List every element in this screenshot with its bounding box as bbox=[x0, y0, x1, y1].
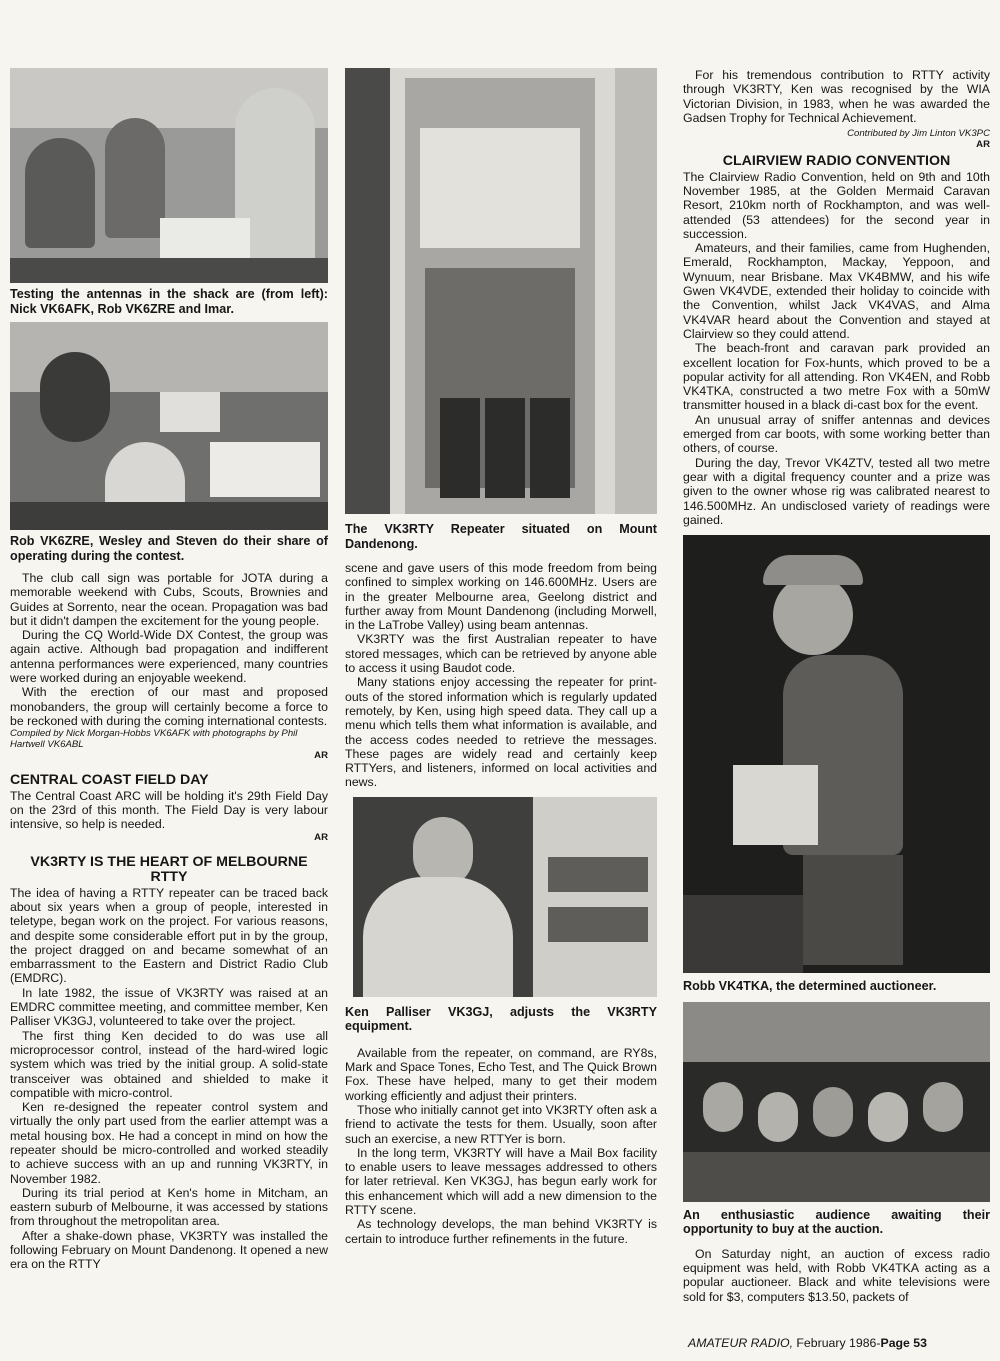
heading-vk3rty: VK3RTY IS THE HEART OF MELBOURNE RTTY bbox=[30, 853, 308, 886]
jota-credit: Compiled by Nick Morgan-Hobbs VK6AFK with photographs by Phil Hartwell VK6ABL bbox=[10, 728, 298, 751]
photo-caption-auctioneer: Robb VK4TKA, the determined auctioneer. bbox=[683, 979, 937, 994]
vk3rty-paragraph: Many stations enjoy accessing the repeater for print-outs of the stored information which is regularly updated remotely, by Ken, using high speed data. They call up a menu which tells them what information is available, and the access codes needed to retrieve the messages. These pages are widely read and certainly keep RTTYers, and listeners, informed on local activities and news. bbox=[345, 675, 657, 790]
heading-central-coast-field-day: CENTRAL COAST FIELD DAY bbox=[10, 772, 209, 789]
vk3rty-credit: Contributed by Jim Linton VK3PC bbox=[847, 128, 990, 140]
vk3rty-paragraph: In late 1982, the issue of VK3RTY was raised at an EMDRC committee meeting, and committee member, Ken Palliser VK3GJ, volunteered to take over the project. bbox=[10, 985, 328, 1029]
photo-caption-vk3rty-repeater: The VK3RTY Repeater situated on Mount Dandenong. bbox=[345, 522, 657, 551]
vk3rty-closing-paragraph: For his tremendous contribution to RTTY activity through VK3RTY, Ken was recognised by the WIA Victorian Division, in 1983, when he was awarded the Gadsen Trophy for Technical Achievement. bbox=[683, 68, 990, 125]
clairview-paragraph: An unusual array of sniffer antennas and devices emerged from car boots, with some working better than others, of course. bbox=[683, 412, 990, 456]
photo-antenna-testing bbox=[10, 68, 328, 283]
page-footer bbox=[688, 1336, 927, 1350]
footer-date: February 1986- bbox=[793, 1336, 881, 1350]
jota-paragraph: During the CQ World-Wide DX Contest, the group was again active. Although bad propagation and indifferent antenna performances were experienced, many countries were worked during an enjoyable weekend. bbox=[10, 628, 328, 686]
clairview-paragraph: Amateurs, and their families, came from Hughenden, Emerald, Rockhampton, Mackay, Yeppoon, and Wynuum, near Brisbane. Max VK4BMW, and his wife Gwen VK4VDE, extended their holiday to coincide with the Convention, whilst Jack VK4VAS, and Alma VK4VAR heard about the Convention and stayed at Clairview so they could attend. bbox=[683, 241, 990, 341]
vk3rty-paragraph: In the long term, VK3RTY will have a Mail Box facility to enable users to leave messages addressed to others for later retrieval. Ken VK3GJ, has begun early work for this enhancement which will add a new dimension to the RTTY scene. bbox=[345, 1145, 657, 1218]
vk3rty-paragraph: VK3RTY was the first Australian repeater to have stored messages, which can be retrieved by anyone able to access it using Baudot code. bbox=[345, 632, 657, 676]
column-2 bbox=[345, 68, 657, 1246]
vk3rty-paragraph: During its trial period at Ken's home in Mitcham, an eastern suburb of Melbourne, it was accessed by stations from throughout the metropolitan area. bbox=[10, 1185, 328, 1229]
clairview-paragraph: The beach-front and caravan park provided an excellent location for Fox-hunts, which proved to be a popular activity for all attending. Ron VK4EN, and Robb VK4TKA, constructed a two metre Fox with a 50mW transmitter housed in a black di-cast box for the event. bbox=[683, 341, 990, 413]
vk3rty-paragraph: Ken re-designed the repeater control system and virtually the only part used from the earlier attempt was a metal housing box. He had a concept in mind on how the repeater should be micro-controlled and worked steadily to achieve success with an up and running VK3RTY, in November 1982. bbox=[10, 1100, 328, 1186]
photo-caption-contest-operating: Rob VK6ZRE, Wesley and Steven do their share of operating during the contest. bbox=[10, 534, 328, 563]
column-3 bbox=[683, 68, 990, 1304]
vk3rty-paragraph: The first thing Ken decided to do was use all microprocessor control, instead of the hard-wired logic system which was tried by the initial group. A solid-state transceiver was obtained and shielded to make it compatible with micro-control. bbox=[10, 1028, 328, 1100]
photo-vk3rty-repeater bbox=[345, 68, 657, 514]
photo-caption-auction-audience: An enthusiastic audience awaiting their opportunity to buy at the auction. bbox=[683, 1207, 990, 1237]
clairview-paragraph: On Saturday night, an auction of excess radio equipment was held, with Robb VK4TKA acting as a popular auctioneer. Black and white televisions were sold for $3, computers $13.50, packets of bbox=[683, 1246, 990, 1304]
central-coast-paragraph: The Central Coast ARC will be holding it's 29th Field Day on the 23rd of this month. The Field Day is very labour intensive, so help is needed. bbox=[10, 788, 328, 832]
article-end-mark: AR bbox=[976, 139, 990, 151]
clairview-paragraph: The Clairview Radio Convention, held on 9th and 10th November 1985, at the Golden Mermaid Caravan Resort, 210km north of Rockhampton, and was well-attended (53 attendees) for the second year in succession. bbox=[683, 169, 990, 241]
jota-paragraph: With the erection of our mast and proposed monobanders, the group will certainly become a force to be reckoned with during the coming international contests. bbox=[10, 685, 328, 728]
footer-page-number: Page 53 bbox=[880, 1336, 927, 1350]
photo-caption-ken-palliser: Ken Palliser VK3GJ, adjusts the VK3RTY equipment. bbox=[345, 1004, 657, 1034]
vk3rty-paragraph: Those who initially cannot get into VK3RTY often ask a friend to activate the tests for them. Usually, soon after such an exercise, a new RTTYer is born. bbox=[345, 1102, 657, 1146]
vk3rty-paragraph: After a shake-down phase, VK3RTY was installed the following February on Mount Dandenong. It opened a new era on the RTTY bbox=[10, 1228, 328, 1272]
vk3rty-paragraph: Available from the repeater, on command, are RY8s, Mark and Space Tones, Echo Test, and The Quick Brown Fox. These have helped, many to get their modem working efficiently and adjust their printers. bbox=[345, 1045, 657, 1103]
column-1 bbox=[10, 68, 328, 1272]
article-end-mark: AR bbox=[314, 831, 328, 843]
vk3rty-paragraph: scene and gave users of this mode freedom from being confined to simplex working on 146.600MHz. Users are in the greater Melbourne area, Geelong district and further away from Mount Dandenong (including Morwell, in the LaTrobe Valley) using beam antennas. bbox=[345, 561, 657, 633]
clairview-paragraph: During the day, Trevor VK4ZTV, tested all two metre gear with a digital frequency counter and a prize was given to the owner whose rig was calibrated nearest to 146.500MHz. An undisclosed variety of readings were gained. bbox=[683, 455, 990, 527]
footer-magazine: AMATEUR RADIO, bbox=[688, 1336, 793, 1350]
photo-caption-antenna-testing: Testing the antennas in the shack are (from left): Nick VK6AFK, Rob VK6ZRE and Imar. bbox=[10, 287, 328, 316]
article-end-mark: AR bbox=[314, 750, 328, 762]
vk3rty-paragraph: As technology develops, the man behind VK3RTY is certain to introduce further refinements in the future. bbox=[345, 1217, 657, 1246]
photo-ken-palliser bbox=[353, 797, 657, 997]
vk3rty-paragraph: The idea of having a RTTY repeater can be traced back about six years when a group of people, interested in teletype, began work on the project. For various reasons, and despite some considerable effort put in by the group, the project dragged on and became somewhat of an embarrassment to the Eastern and District Radio Club (EMDRC). bbox=[10, 885, 328, 986]
photo-contest-operating bbox=[10, 322, 328, 530]
photo-auctioneer bbox=[683, 535, 990, 973]
heading-clairview: CLAIRVIEW RADIO CONVENTION bbox=[722, 153, 951, 170]
jota-paragraph: The club call sign was portable for JOTA during a memorable weekend with Cubs, Scouts, Brownies and Guides at Sorrento, near the ocean. Propagation was bad but it didn't dampen the excitement for the young people. bbox=[10, 571, 328, 628]
photo-auction-audience bbox=[683, 1002, 990, 1202]
